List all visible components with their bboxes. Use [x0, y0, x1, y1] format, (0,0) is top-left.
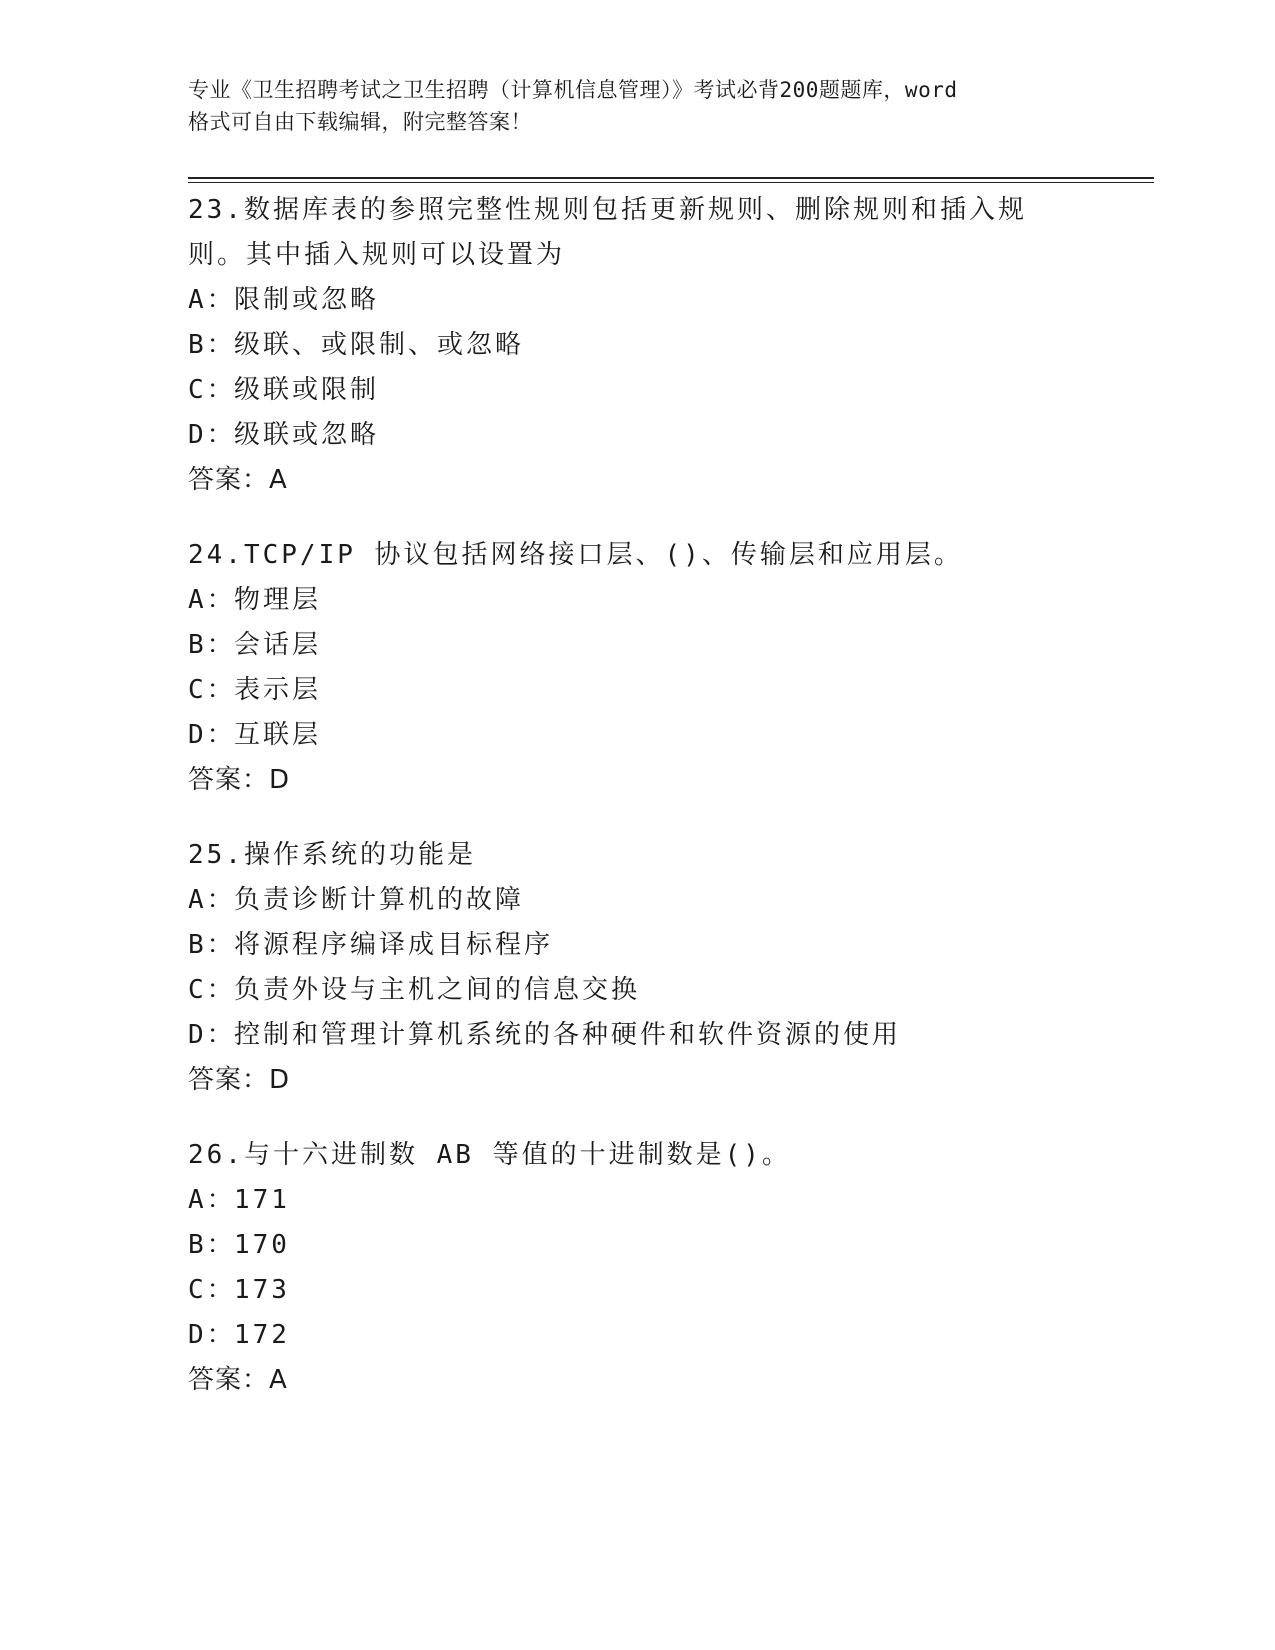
option-a — [188, 278, 1168, 323]
answer: 答案：D — [188, 1065, 291, 1095]
answer: 答案：A — [188, 1365, 288, 1395]
option-a — [188, 1178, 1168, 1223]
option-text: 171 — [234, 1185, 290, 1215]
option-key: C： — [188, 375, 236, 405]
option-text: 表示层 — [234, 675, 322, 705]
answer: 答案：D — [188, 765, 291, 795]
option-text: 控制和管理计算机系统的各种硬件和软件资源的使用 — [234, 1020, 902, 1050]
option-a — [188, 578, 1168, 623]
option-b — [188, 923, 1168, 968]
question-stem: 26.与十六进制数 AB 等值的十进制数是()。 — [188, 1140, 791, 1170]
option-d — [188, 1313, 1168, 1358]
option-text: 173 — [234, 1275, 290, 1305]
question-25 — [188, 833, 1168, 1103]
question-list — [188, 188, 1168, 1433]
option-text: 互联层 — [234, 720, 322, 750]
option-d — [188, 413, 1168, 458]
question-stem: 24.TCP/IP 协议包括网络接口层、()、传输层和应用层。 — [188, 540, 963, 570]
option-text: 会话层 — [234, 630, 322, 660]
option-d — [188, 1013, 1168, 1058]
option-text: 级联或限制 — [234, 375, 380, 405]
option-key: C： — [188, 1275, 236, 1305]
option-b — [188, 323, 1168, 368]
question-stem: 25.操作系统的功能是 — [188, 840, 476, 870]
option-key: B： — [188, 630, 236, 660]
option-key: C： — [188, 675, 236, 705]
option-text: 级联、或限制、或忽略 — [234, 330, 525, 360]
option-c — [188, 368, 1168, 413]
option-text: 物理层 — [234, 585, 322, 615]
question-26 — [188, 1133, 1168, 1403]
header-line-2: 格式可自由下载编辑，附完整答案！ — [188, 110, 532, 134]
option-key: C： — [188, 975, 236, 1005]
question-23 — [188, 188, 1168, 503]
question-stem: 23.数据库表的参照完整性规则包括更新规则、删除规则和插入规则。其中插入规则可以设置为 — [188, 195, 1027, 270]
option-a — [188, 878, 1168, 923]
option-key: A： — [188, 285, 236, 315]
option-text: 负责诊断计算机的故障 — [234, 885, 525, 915]
header-divider-thick — [188, 177, 1154, 179]
option-text: 将源程序编译成目标程序 — [234, 930, 554, 960]
option-text: 限制或忽略 — [234, 285, 380, 315]
option-key: D： — [188, 420, 236, 450]
option-c — [188, 968, 1168, 1013]
option-text: 级联或忽略 — [234, 420, 380, 450]
answer: 答案：A — [188, 465, 288, 495]
option-key: D： — [188, 1020, 236, 1050]
option-key: D： — [188, 1320, 236, 1350]
option-key: A： — [188, 1185, 236, 1215]
header-divider-thin — [188, 182, 1154, 183]
option-key: B： — [188, 930, 236, 960]
question-24 — [188, 533, 1168, 803]
header-line-1: 专业《卫生招聘考试之卫生招聘（计算机信息管理）》考试必背200题题库，word — [188, 78, 958, 102]
option-text: 负责外设与主机之间的信息交换 — [234, 975, 641, 1005]
option-key: A： — [188, 585, 236, 615]
option-d — [188, 713, 1168, 758]
option-b — [188, 623, 1168, 668]
document-header — [188, 74, 1088, 138]
option-c — [188, 668, 1168, 713]
option-b — [188, 1223, 1168, 1268]
option-key: B： — [188, 330, 236, 360]
option-key: B： — [188, 1230, 236, 1260]
option-key: A： — [188, 885, 236, 915]
option-text: 172 — [234, 1320, 290, 1350]
option-c — [188, 1268, 1168, 1313]
option-text: 170 — [234, 1230, 290, 1260]
option-key: D： — [188, 720, 236, 750]
